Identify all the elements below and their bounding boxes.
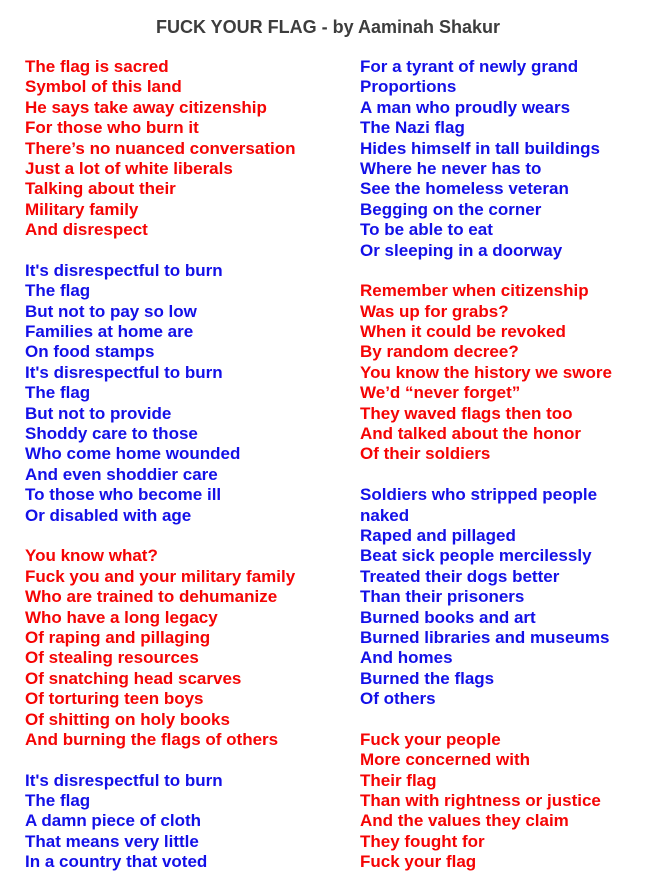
- poem-line: Or disabled with age: [25, 505, 192, 525]
- poem-line: See the homeless veteran: [360, 179, 569, 199]
- poem-line: It's disrespectful to burn: [25, 770, 223, 790]
- poem-line: Raped and pillaged: [360, 525, 516, 545]
- poem-line: Of others: [360, 689, 436, 709]
- poem-line: We’d “never forget”: [360, 383, 521, 403]
- poem-line: You know what?: [25, 546, 158, 566]
- poem-line: In a country that voted: [25, 852, 208, 872]
- poem-line: Who have a long legacy: [25, 607, 218, 627]
- poem-line: A man who proudly wears: [360, 97, 571, 117]
- poem-line: And the values they claim: [360, 811, 569, 831]
- poem-line: Soldiers who stripped people: [360, 485, 598, 505]
- poem-line: naked: [360, 505, 410, 525]
- poem-columns: [0, 57, 656, 893]
- poem-line: Of snatching head scarves: [25, 668, 242, 688]
- poem-line: But not to pay so low: [25, 301, 197, 321]
- poem-stanza: [25, 546, 360, 750]
- poem-line: But not to provide: [25, 403, 172, 423]
- poem-line: And homes: [360, 648, 453, 668]
- poem-line: It's disrespectful to burn: [25, 362, 223, 382]
- poem-stanza: [25, 57, 360, 241]
- poem-line: The flag is sacred: [25, 57, 169, 76]
- poem-line: Symbol of this land: [25, 77, 182, 97]
- poem-line: Fuck you and your military family: [25, 566, 296, 586]
- poem-line: By random decree?: [360, 342, 519, 362]
- poem-line: A damn piece of cloth: [25, 811, 202, 831]
- poem-line: Fuck your flag: [360, 852, 477, 872]
- poem-line: Of their soldiers: [360, 444, 491, 464]
- poem-line: To those who become ill: [25, 485, 222, 505]
- poem-line: Of stealing resources: [25, 648, 199, 668]
- poem-line: There’s no nuanced conversation: [25, 138, 296, 158]
- poem-stanza: [360, 730, 656, 873]
- poem-line: Than their prisoners: [360, 587, 525, 607]
- poem-line: For a tyrant of newly grand: [360, 57, 579, 76]
- poem-line: Fuck your people: [360, 729, 501, 749]
- poem-line: Of raping and pillaging: [25, 627, 211, 647]
- poem-line: Shoddy care to those: [25, 424, 198, 444]
- poem-line: Where he never has to: [360, 158, 542, 178]
- poem-line: Was up for grabs?: [360, 301, 509, 321]
- poem-line: Treated their dogs better: [360, 566, 560, 586]
- poem-line: The Nazi flag: [360, 118, 465, 138]
- poem-line: Talking about their: [25, 179, 176, 199]
- poem-line: Or sleeping in a doorway: [360, 240, 563, 260]
- poem-line: More concerned with: [360, 750, 531, 770]
- poem-line: It's disrespectful to burn: [25, 260, 223, 280]
- poem-stanza: [360, 281, 656, 465]
- poem-line: And disrespect: [25, 220, 148, 240]
- poem-line: Of shitting on holy books: [25, 709, 230, 729]
- poem-line: When it could be revoked: [360, 322, 566, 342]
- poem-line: Of torturing teen boys: [25, 689, 204, 709]
- poem-line: Their flag: [360, 770, 437, 790]
- poem-line: And burning the flags of others: [25, 729, 279, 749]
- poem-line: Who are trained to dehumanize: [25, 587, 278, 607]
- poem-line: They fought for: [360, 831, 485, 851]
- poem-line: On food stamps: [25, 342, 155, 362]
- poem-stanza: [360, 485, 656, 709]
- poem-line: Who come home wounded: [25, 444, 241, 464]
- poem-line: The flag: [25, 383, 91, 403]
- poem-line: Beat sick people mercilessly: [360, 546, 592, 566]
- poem-line: Burned the flags: [360, 668, 495, 688]
- poem-title: FUCK YOUR FLAG - by Aaminah Shakur: [155, 17, 501, 37]
- poem-stanza: [25, 261, 360, 526]
- poem-line: And even shoddier care: [25, 464, 218, 484]
- poem-line: To be able to eat: [360, 220, 493, 240]
- poem-line: Burned books and art: [360, 607, 536, 627]
- poem-line: Remember when citizenship: [360, 281, 589, 301]
- poem-line: You know the history we swore: [360, 362, 612, 382]
- poem-line: The flag: [25, 791, 91, 811]
- poem-line: Military family: [25, 199, 139, 219]
- poem-line: Than with rightness or justice: [360, 791, 601, 811]
- poem-column-left: [25, 57, 360, 893]
- poem-line: Begging on the corner: [360, 199, 542, 219]
- poem-line: He says take away citizenship: [25, 97, 267, 117]
- poem-stanza: [25, 771, 360, 873]
- poem-column-right: [360, 57, 656, 893]
- poem-line: For those who burn it: [25, 118, 199, 138]
- poem-line: Proportions: [360, 77, 457, 97]
- poem-line: Burned libraries and museums: [360, 627, 610, 647]
- poem-line: Hides himself in tall buildings: [360, 138, 600, 158]
- poem-line: They waved flags then too: [360, 403, 573, 423]
- poem-line: Just a lot of white liberals: [25, 158, 233, 178]
- poem-line: And talked about the honor: [360, 424, 581, 444]
- poem-line: The flag: [25, 281, 91, 301]
- poem-line: Families at home are: [25, 322, 194, 342]
- poem-stanza: [360, 57, 656, 261]
- poem-line: That means very little: [25, 831, 199, 851]
